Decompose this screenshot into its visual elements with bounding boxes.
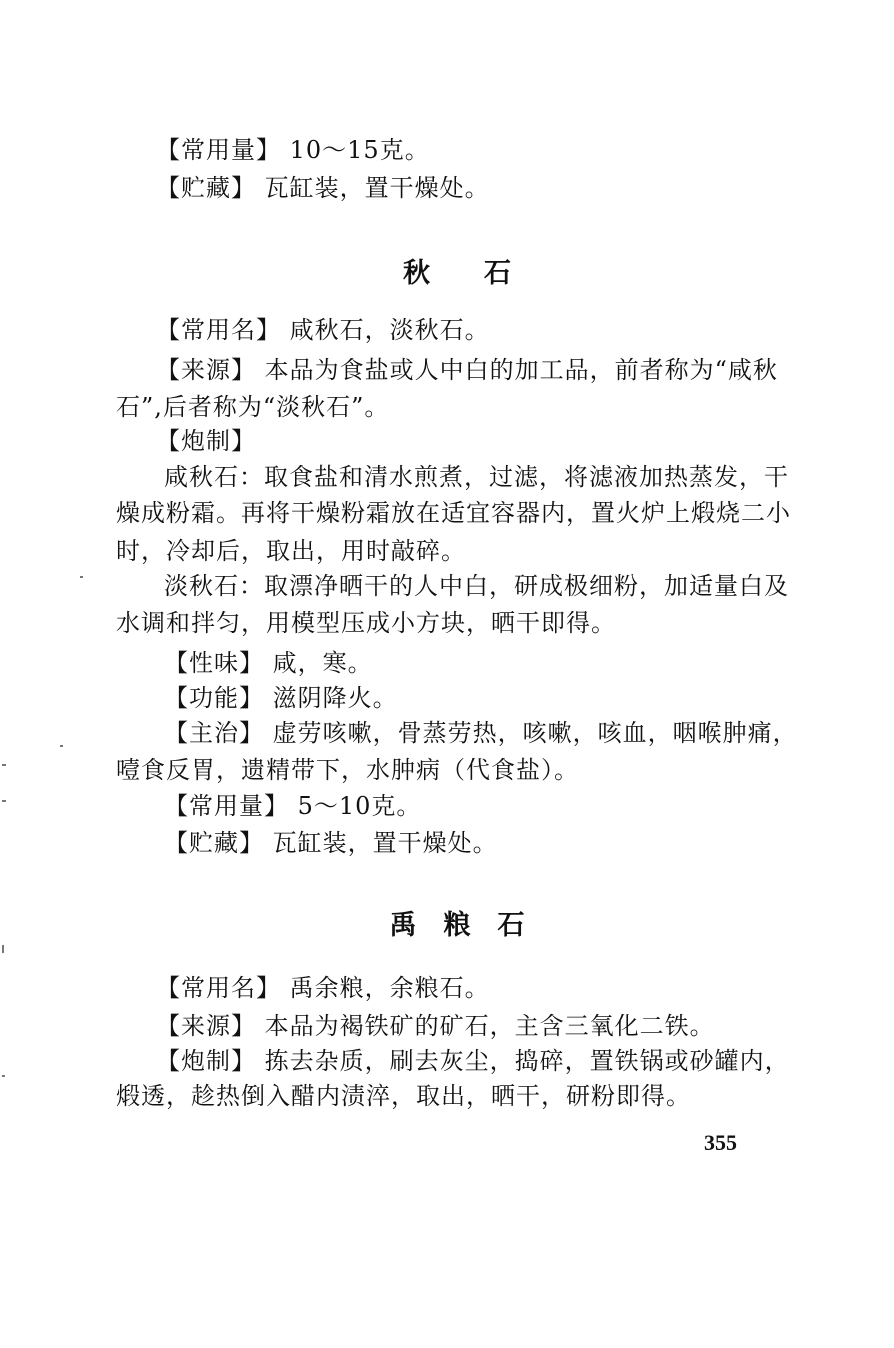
scan-mark: [80, 576, 83, 578]
qiushi-source-line-1: 【来源】 本品为食盐或人中白的加工品，前者称为“咸秋: [156, 356, 778, 384]
section-title-yuliangshi: 禹 粮 石: [389, 910, 525, 941]
scan-mark: [2, 800, 6, 802]
qiushi-processing-bland-2: 水调和拌匀，用模型压成小方块，晒干即得。: [116, 609, 616, 637]
section-title-qiushi: 秋 石: [403, 258, 511, 289]
qiushi-processing-heading: 【炮制】: [156, 427, 256, 455]
qiushi-function: 【功能】 滋阴降火。: [164, 684, 398, 712]
scan-mark: [2, 945, 4, 953]
qiushi-indications-1: 【主治】 虚劳咳嗽，骨蒸劳热，咳嗽，咳血，咽喉肿痛，: [164, 719, 798, 747]
yuliangshi-common-name: 【常用名】 禹余粮，余粮石。: [156, 974, 490, 1002]
page-number: 355: [704, 1130, 737, 1155]
qiushi-processing-bland-1: 淡秋石：取漂净晒干的人中白，研成极细粉，加适量白及: [164, 572, 789, 600]
qiushi-processing-salty-2: 燥成粉霜。再将干燥粉霜放在适宜容器内，置火炉上煅烧二小: [116, 499, 791, 527]
yuliangshi-processing-2: 煅透，趁热倒入醋内渍淬，取出，晒干，研粉即得。: [116, 1082, 691, 1110]
qiushi-processing-salty-3: 时，冷却后，取出，用时敲碎。: [116, 537, 466, 565]
scan-mark: [60, 745, 63, 747]
yuliangshi-source: 【来源】 本品为褐铁矿的矿石，主含三氧化二铁。: [156, 1012, 715, 1040]
scan-mark: [2, 1075, 5, 1077]
qiushi-source-line-2: 石”,后者称为“淡秋石”。: [116, 393, 390, 421]
qiushi-processing-salty-1: 咸秋石：取食盐和清水煎煮，过滤，将滤液加热蒸发，干: [164, 463, 789, 491]
qiushi-nature-flavor: 【性味】 咸，寒。: [164, 649, 373, 677]
qiushi-storage: 【贮藏】 瓦缸装，置干燥处。: [164, 829, 498, 857]
qiushi-indications-2: 噎食反胃，遗精带下，水肿病（代食盐）。: [116, 756, 579, 784]
scan-mark: [2, 764, 6, 766]
qiushi-common-name: 【常用名】 咸秋石，淡秋石。: [156, 316, 490, 344]
prev-storage-line: 【贮藏】 瓦缸装，置干燥处。: [156, 174, 490, 202]
qiushi-dosage: 【常用量】 5～10克。: [164, 792, 422, 820]
prev-dosage-line: 【常用量】 10～15克。: [156, 136, 430, 164]
yuliangshi-processing-1: 【炮制】 拣去杂质，刷去灰尘，捣碎，置铁锅或砂罐内，: [156, 1047, 790, 1075]
